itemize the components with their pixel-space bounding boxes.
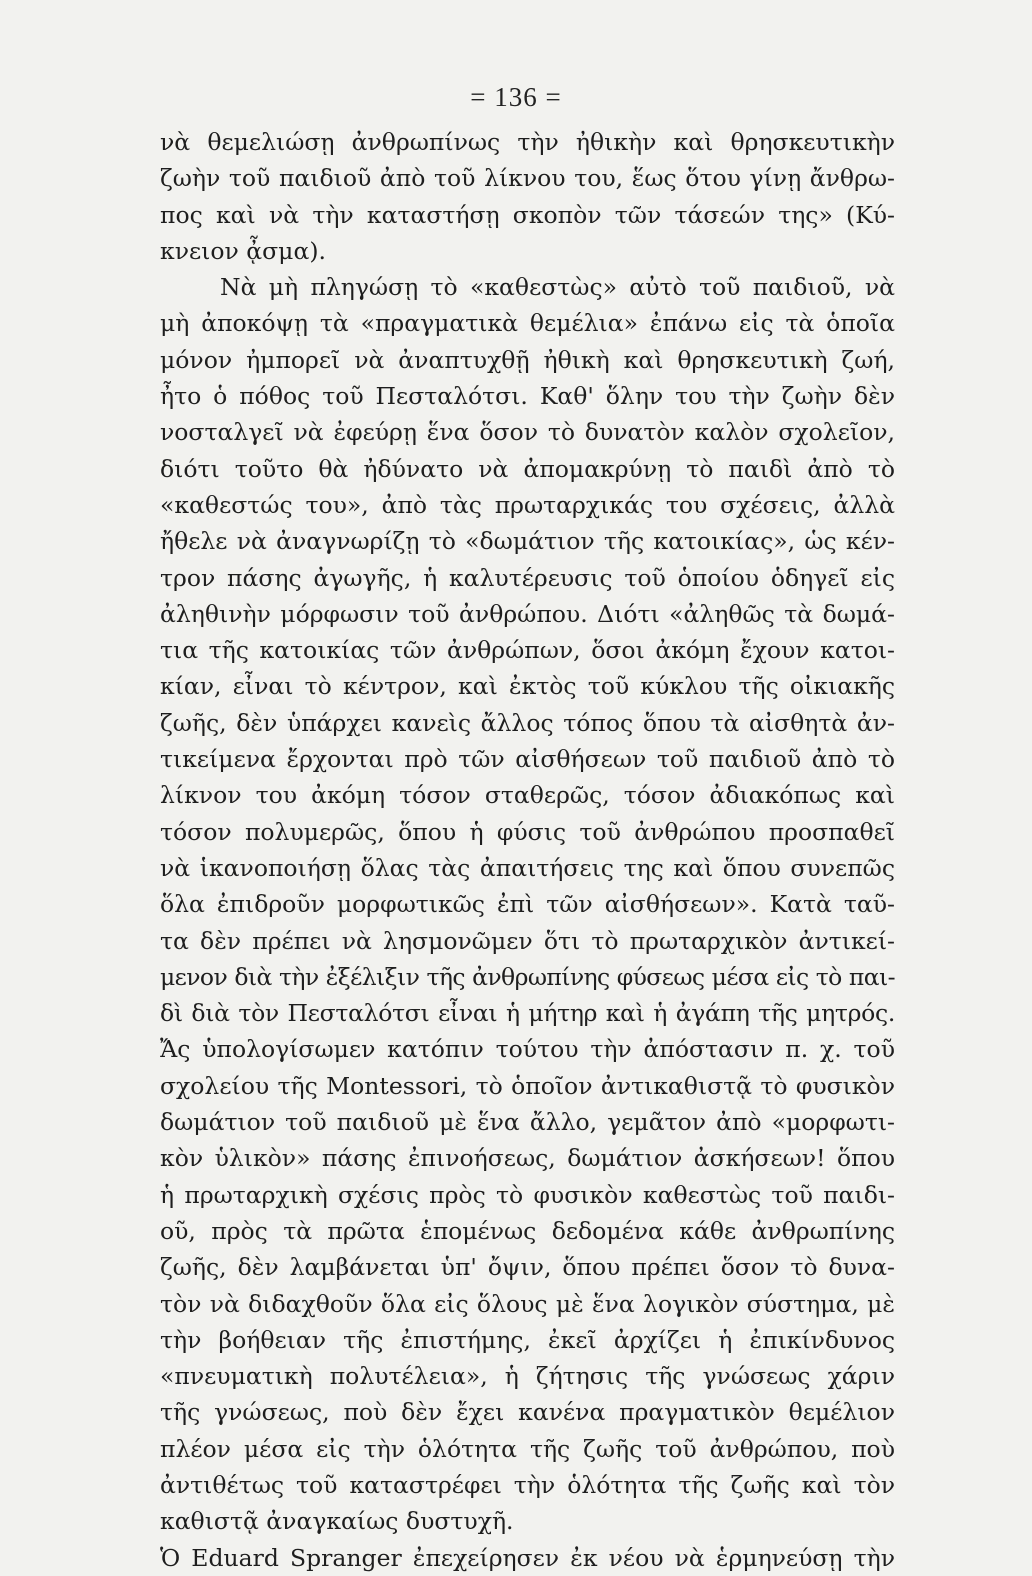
text-line: νὰ θεμελιώσῃ ἀνθρωπίνως τὴν ἠθικὴν καὶ θρησκευτικὴν bbox=[160, 128, 895, 156]
text-line: καθιστᾷ ἀναγκαίως δυστυχῆ. bbox=[160, 1507, 514, 1536]
text-line: τὸν νὰ διδαχθοῦν ὅλα εἰς ὅλους μὲ ἕνα λογικὸν σύστημα, μὲ bbox=[160, 1289, 895, 1318]
text-line: τόσον πολυμερῶς, ὅπου ἡ φύσις τοῦ ἀνθρώπου προσπαθεῖ bbox=[160, 817, 895, 846]
text-line: τια τῆς κατοικίας τῶν ἀνθρώπων, ὅσοι ἀκόμη ἔχουν κατοι- bbox=[160, 636, 895, 665]
text-line: νὰ ἱκανοποιήσῃ ὅλας τὰς ἀπαιτήσεις της καὶ ὅπου συνεπῶς bbox=[160, 853, 895, 882]
text-line: πος καὶ νὰ τὴν καταστήσῃ σκοπὸν τῶν τάσεών της» (Κύ- bbox=[160, 200, 895, 229]
text-line: σχολείου τῆς Montessori, τὸ ὁποῖον ἀντικαθιστᾷ τὸ φυσικὸν bbox=[160, 1071, 895, 1100]
text-line: ζωὴν τοῦ παιδιοῦ ἀπὸ τοῦ λίκνου του, ἕως ὅτου γίνῃ ἄνθρω- bbox=[160, 164, 895, 193]
text-line: δωμάτιον τοῦ παιδιοῦ μὲ ἕνα ἄλλο, γεμᾶτον ἀπὸ «μορφωτι- bbox=[160, 1108, 895, 1137]
text-line: ὅλα ἐπιδροῦν μορφωτικῶς ἐπὶ τῶν αἰσθήσεων». Κατὰ ταῦ- bbox=[160, 890, 895, 919]
text-line: νοσταλγεῖ νὰ ἐφεύρῃ ἕνα ὅσον τὸ δυνατὸν καλὸν σχολεῖον, bbox=[160, 418, 895, 447]
text-line: μὴ ἀποκόψῃ τὰ «πραγματικὰ θεμέλια» ἐπάνω εἰς τὰ ὁποῖα bbox=[160, 309, 895, 338]
text-line: ἤθελε νὰ ἀναγνωρίζῃ τὸ «δωμάτιον τῆς κατοικίας», ὡς κέν- bbox=[160, 527, 895, 556]
text-line: οῦ, πρὸς τὰ πρῶτα ἑπομένως δεδομένα κάθε ἀνθρωπίνης bbox=[160, 1216, 895, 1245]
text-line: ἡ πρωταρχικὴ σχέσις πρὸς τὸ φυσικὸν καθεστὼς τοῦ παιδι- bbox=[160, 1180, 895, 1209]
text-line: ζωῆς, δὲν ὑπάρχει κανεὶς ἄλλος τόπος ὅπου τὰ αἰσθητὰ ἀν- bbox=[160, 708, 895, 737]
text-line: ἦτο ὁ πόθος τοῦ Πεσταλότσι. Καθ' ὅλην του τὴν ζωὴν δὲν bbox=[160, 382, 895, 411]
text-line: Ἄς ὑπολογίσωμεν κατόπιν τούτου τὴν ἀπόστασιν π. χ. τοῦ bbox=[160, 1035, 895, 1064]
text-line: κνειον ᾆσμα). bbox=[160, 236, 326, 265]
text-line: «καθεστώς του», ἀπὸ τὰς πρωταρχικάς του σχέσεις, ἀλλὰ bbox=[160, 490, 895, 519]
body-text bbox=[160, 124, 895, 1576]
text-line: τὴν βοήθειαν τῆς ἐπιστήμης, ἐκεῖ ἀρχίζει ἡ ἐπικίνδυνος bbox=[160, 1325, 895, 1354]
text-line: τῆς γνώσεως, ποὺ δὲν ἔχει κανένα πραγματικὸν θεμέλιον bbox=[160, 1398, 895, 1427]
text-line: Νὰ μὴ πληγώσῃ τὸ «καθεστὼς» αὐτὸ τοῦ παιδιοῦ, νὰ bbox=[220, 273, 895, 302]
text-line: λίκνον του ἀκόμη τόσον σταθερῶς, τόσον ἀδιακόπως καὶ bbox=[160, 781, 895, 810]
text-line: μενον διὰ τὴν ἐξέλιξιν τῆς ἀνθρωπίνης φύσεως μέσα εἰς τὸ παι- bbox=[160, 962, 895, 991]
text-line: ἀντιθέτως τοῦ καταστρέφει τὴν ὁλότητα τῆς ζωῆς καὶ τὸν bbox=[160, 1470, 895, 1499]
text-line: ἀληθινὴν μόρφωσιν τοῦ ἀνθρώπου. Διότι «ἀληθῶς τὰ δωμά- bbox=[160, 599, 895, 628]
text-line: διότι τοῦτο θὰ ἠδύνατο νὰ ἀπομακρύνῃ τὸ παιδὶ ἀπὸ τὸ bbox=[160, 454, 895, 483]
text-line: πλέον μέσα εἰς τὴν ὁλότητα τῆς ζωῆς τοῦ ἀνθρώπου, ποὺ bbox=[160, 1434, 895, 1463]
text-line: τρον πάσης ἀγωγῆς, ἡ καλυτέρευσις τοῦ ὁποίου ὁδηγεῖ εἰς bbox=[160, 563, 895, 592]
text-line: τα δὲν πρέπει νὰ λησμονῶμεν ὅτι τὸ πρωταρχικὸν ἀντικεί- bbox=[160, 926, 895, 955]
text-line: κίαν, εἶναι τὸ κέντρον, καὶ ἐκτὸς τοῦ κύκλου τῆς οἰκιακῆς bbox=[160, 672, 895, 701]
text-line: δὶ διὰ τὸν Πεσταλότσι εἶναι ἡ μήτηρ καὶ ἡ ἀγάπη τῆς μητρός. bbox=[160, 999, 895, 1028]
text-line: κὸν ὑλικὸν» πάσης ἐπινοήσεως, δωμάτιον ἀσκήσεων! ὅπου bbox=[160, 1144, 895, 1173]
text-line: μόνον ἠμπορεῖ νὰ ἀναπτυχθῇ ἠθικὴ καὶ θρησκευτικὴ ζωή, bbox=[160, 345, 895, 374]
text-line: ζωῆς, δὲν λαμβάνεται ὑπ' ὄψιν, ὅπου πρέπει ὅσον τὸ δυνα- bbox=[160, 1253, 895, 1282]
text-line: Ὁ Eduard Spranger ἐπεχείρησεν ἐκ νέου νὰ ἑρμηνεύσῃ τὴν bbox=[160, 1543, 895, 1572]
text-line: τικείμενα ἔρχονται πρὸ τῶν αἰσθήσεων τοῦ παιδιοῦ ἀπὸ τὸ bbox=[160, 745, 895, 774]
page-number: = 136 = bbox=[470, 82, 562, 112]
text-line: «πνευματικὴ πολυτέλεια», ἡ ζήτησις τῆς γνώσεως χάριν bbox=[160, 1362, 895, 1391]
